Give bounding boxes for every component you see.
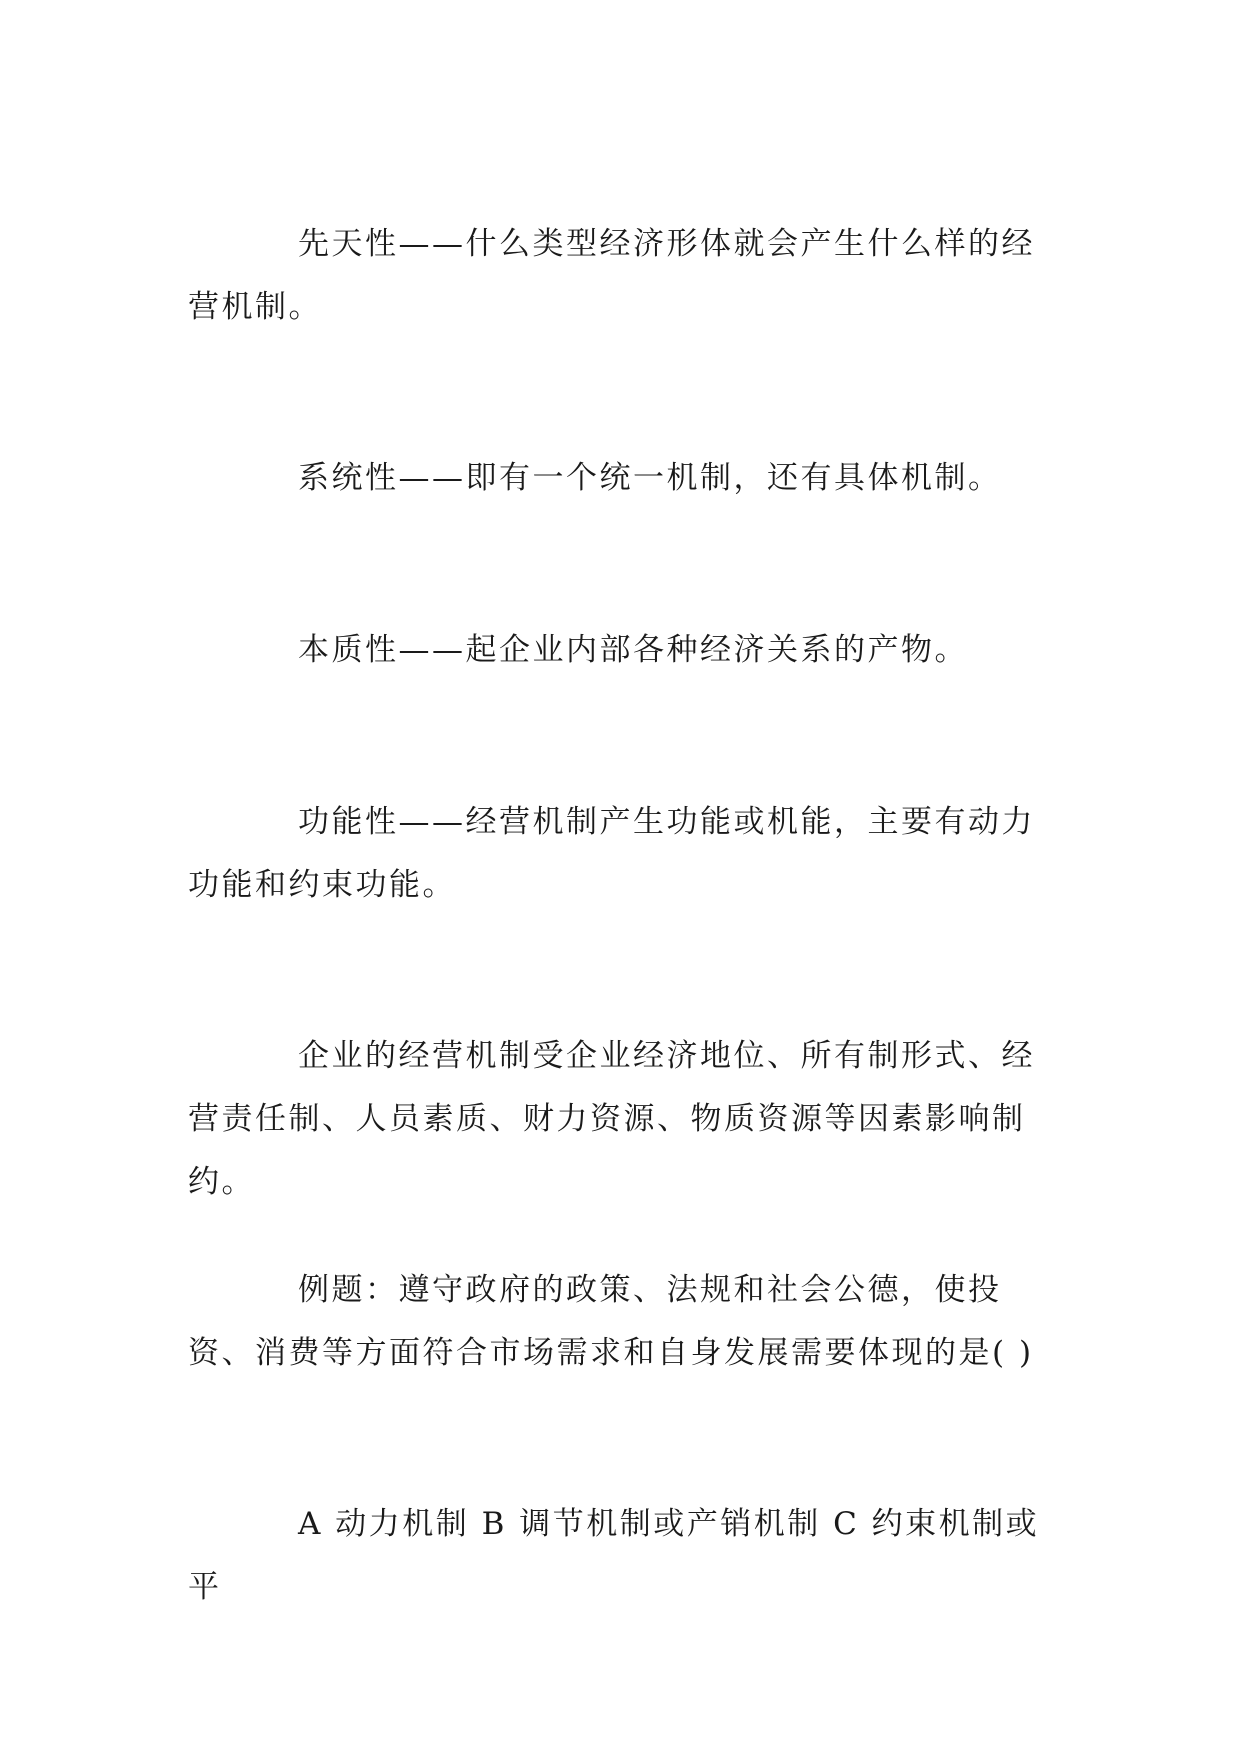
paragraph-essential: 本质性——起企业内部各种经济关系的产物。 bbox=[298, 632, 968, 668]
paragraph-influencing-factors: 企业的经营机制受企业经济地位、所有制形式、经营责任制、人员素质、财力资源、物质资源等因素影响制约。 bbox=[188, 1038, 1035, 1200]
paragraph-systemic: 系统性——即有一个统一机制，还有具体机制。 bbox=[298, 460, 1002, 496]
paragraph-functional: 功能性——经营机制产生功能或机能，主要有动力功能和约束功能。 bbox=[188, 804, 1035, 903]
paragraph-example-question: 例题：遵守政府的政策、法规和社会公德，使投资、消费等方面符合市场需求和自身发展需要体现的是( ) bbox=[188, 1272, 1034, 1371]
paragraph-innate: 先天性——什么类型经济形体就会产生什么样的经营机制。 bbox=[188, 226, 1035, 325]
paragraph-answer-options: A 动力机制 B 调节机制或产销机制 C 约束机制或平 bbox=[188, 1506, 1040, 1605]
